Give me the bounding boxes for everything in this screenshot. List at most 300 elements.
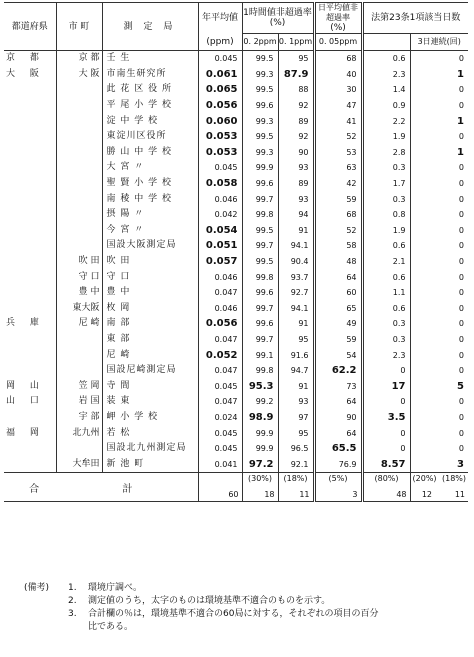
table-row xyxy=(4,160,468,176)
cell-law-days: 0.3 xyxy=(362,332,410,348)
cell-annual: 0.041 xyxy=(198,456,242,472)
cell-prefecture xyxy=(4,176,56,192)
total-label: 合 計 xyxy=(4,473,198,502)
cell-hourly-01: 90.4 xyxy=(278,254,314,270)
header-annual-unit: (ppm) xyxy=(198,34,242,51)
cell-hourly-01: 93 xyxy=(278,160,314,176)
cell-law-3day: 0 xyxy=(410,301,468,317)
cell-city xyxy=(56,207,102,223)
cell-station: 新 池 町 xyxy=(102,456,198,472)
cell-law-3day: 0 xyxy=(410,316,468,332)
cell-hourly-01: 94.1 xyxy=(278,238,314,254)
table-row xyxy=(4,425,468,441)
cell-daily-005: 41 xyxy=(314,113,362,129)
total-row xyxy=(4,473,468,502)
note-line-2: 2. 測定値のうち，太字のものは環境基準不適合のものを示す。 xyxy=(68,596,331,606)
cell-daily-005: 30 xyxy=(314,82,362,98)
note-line-3: 3. 合計欄の％は，環境基準不適合の60局に対する，それぞれの項目の百分 xyxy=(68,609,379,619)
cell-annual: 0.045 xyxy=(198,51,242,67)
cell-hourly-01: 94.1 xyxy=(278,301,314,317)
cell-hourly-02: 99.7 xyxy=(242,238,278,254)
cell-prefecture xyxy=(4,332,56,348)
cell-law-3day: 0 xyxy=(410,425,468,441)
cell-annual: 0.053 xyxy=(198,145,242,161)
header-hourly-label: 1時間値非超過率 xyxy=(243,8,312,18)
cell-law-days: 0.3 xyxy=(362,160,410,176)
cell-station: 壬 生 xyxy=(102,51,198,67)
cell-hourly-01: 92.7 xyxy=(278,285,314,301)
cell-prefecture: 福 岡 xyxy=(6,427,45,438)
cell-daily-005: 54 xyxy=(314,347,362,363)
cell-law-days: 0 xyxy=(362,441,410,457)
cell-hourly-02: 99.9 xyxy=(242,160,278,176)
cell-hourly-01: 91 xyxy=(278,316,314,332)
cell-annual: 0.024 xyxy=(198,410,242,426)
cell-daily-005: 59 xyxy=(314,332,362,348)
cell-daily-005: 63 xyxy=(314,160,362,176)
cell-law-days: 0.9 xyxy=(362,98,410,114)
cell-city xyxy=(56,238,102,254)
cell-law-3day: 1 xyxy=(410,67,468,83)
note-text: 環境庁調べ。 xyxy=(88,583,143,593)
cell-daily-005: 52 xyxy=(314,223,362,239)
total-h01-count: 11 xyxy=(299,490,310,500)
cell-daily-005: 76.9 xyxy=(314,456,362,472)
cell-hourly-01: 91.6 xyxy=(278,347,314,363)
cell-city: 京 都 xyxy=(56,51,102,67)
cell-law-3day: 0 xyxy=(410,410,468,426)
table-row xyxy=(4,394,468,410)
cell-hourly-01: 89 xyxy=(278,176,314,192)
cell-annual: 0.042 xyxy=(198,207,242,223)
cell-prefecture xyxy=(4,363,56,379)
cell-hourly-01: 94 xyxy=(278,207,314,223)
header-law-days xyxy=(362,34,410,51)
data-table-container xyxy=(4,2,468,502)
cell-prefecture xyxy=(4,269,56,285)
cell-city: 豊 中 xyxy=(56,285,102,301)
total-h01-pct: (18%) xyxy=(283,474,308,484)
cell-city: 大 阪 xyxy=(56,67,102,83)
cell-prefecture xyxy=(4,207,56,223)
cell-daily-005: 59 xyxy=(314,191,362,207)
cell-city: 北九州 xyxy=(56,425,102,441)
cell-station: 聖 賢 小 学 校 xyxy=(102,176,198,192)
cell-annual: 0.047 xyxy=(198,363,242,379)
total-d005 xyxy=(314,473,362,502)
cell-hourly-01: 93.7 xyxy=(278,269,314,285)
notes-section xyxy=(24,582,378,634)
cell-hourly-02: 99.5 xyxy=(242,254,278,270)
total-law xyxy=(362,473,410,502)
table-row xyxy=(4,269,468,285)
table-body xyxy=(4,51,468,473)
cell-city xyxy=(56,113,102,129)
cell-station: 国設大阪測定局 xyxy=(102,238,198,254)
cell-law-3day: 0 xyxy=(410,191,468,207)
cell-station: 今 宮 〃 xyxy=(102,223,198,239)
table-row xyxy=(4,301,468,317)
cell-prefecture xyxy=(4,238,56,254)
cell-station: 東淀川区役所 xyxy=(102,129,198,145)
cell-station: 国設北九州測定局 xyxy=(102,441,198,457)
cell-daily-005: 60 xyxy=(314,285,362,301)
total-d005-count: 3 xyxy=(352,490,358,500)
cell-hourly-01: 92 xyxy=(278,98,314,114)
cell-law-days: 0.6 xyxy=(362,269,410,285)
cell-daily-005: 68 xyxy=(314,51,362,67)
cell-hourly-01: 93 xyxy=(278,191,314,207)
cell-city xyxy=(56,82,102,98)
cell-law-3day: 0 xyxy=(410,51,468,67)
cell-daily-005: 64 xyxy=(314,425,362,441)
cell-hourly-02: 99.5 xyxy=(242,129,278,145)
cell-law-days: 0.6 xyxy=(362,301,410,317)
header-hourly-pct: (%) xyxy=(269,18,286,28)
table-row xyxy=(4,129,468,145)
cell-daily-005: 47 xyxy=(314,98,362,114)
table-row xyxy=(4,456,468,472)
table-row xyxy=(4,363,468,379)
cell-law-3day: 0 xyxy=(410,238,468,254)
header-hourly-02ppm: 0. 2ppm xyxy=(242,34,278,51)
cell-hourly-01: 87.9 xyxy=(278,67,314,83)
cell-prefecture xyxy=(4,223,56,239)
cell-city xyxy=(56,363,102,379)
cell-city xyxy=(56,191,102,207)
total-h02-count: 18 xyxy=(264,490,275,500)
cell-daily-005: 48 xyxy=(314,254,362,270)
cell-prefecture xyxy=(4,191,56,207)
cell-hourly-02: 99.7 xyxy=(242,191,278,207)
cell-hourly-02: 97.2 xyxy=(242,456,278,472)
table-row xyxy=(4,441,468,457)
cell-daily-005: 58 xyxy=(314,238,362,254)
cell-city xyxy=(56,347,102,363)
table-row xyxy=(4,82,468,98)
cell-hourly-01: 92 xyxy=(278,129,314,145)
cell-annual: 0.065 xyxy=(198,82,242,98)
cell-station: 東 部 xyxy=(102,332,198,348)
header-law-group: 法第23条1項該当日数 xyxy=(362,3,468,34)
cell-law-3day: 0 xyxy=(410,207,468,223)
cell-daily-005: 64 xyxy=(314,394,362,410)
cell-annual: 0.045 xyxy=(198,425,242,441)
cell-law-days: 8.57 xyxy=(362,456,410,472)
cell-daily-005: 73 xyxy=(314,378,362,394)
cell-daily-005: 53 xyxy=(314,145,362,161)
cell-annual: 0.046 xyxy=(198,269,242,285)
cell-hourly-02: 99.9 xyxy=(242,425,278,441)
cell-annual: 0.051 xyxy=(198,238,242,254)
cell-law-3day: 0 xyxy=(410,254,468,270)
cell-law-3day: 0 xyxy=(410,285,468,301)
cell-hourly-02: 99.7 xyxy=(242,332,278,348)
cell-station: 大 宮 〃 xyxy=(102,160,198,176)
cell-law-3day: 0 xyxy=(410,160,468,176)
cell-law-days: 0 xyxy=(362,425,410,441)
header-prefecture: 都道府県 xyxy=(4,3,56,51)
cell-annual: 0.047 xyxy=(198,332,242,348)
cell-law-days: 2.2 xyxy=(362,113,410,129)
cell-hourly-02: 99.8 xyxy=(242,363,278,379)
cell-hourly-02: 98.9 xyxy=(242,410,278,426)
cell-city xyxy=(56,332,102,348)
cell-station: 寺 間 xyxy=(102,378,198,394)
table-row xyxy=(4,113,468,129)
cell-annual: 0.046 xyxy=(198,301,242,317)
station-data-table xyxy=(4,2,468,502)
total-law3-pct: (20%) xyxy=(412,474,437,484)
cell-law-3day: 0 xyxy=(410,363,468,379)
cell-hourly-02: 99.6 xyxy=(242,316,278,332)
cell-prefecture xyxy=(4,456,56,472)
total-law3 xyxy=(410,473,468,502)
total-law-count: 48 xyxy=(396,490,407,500)
cell-hourly-01: 96.5 xyxy=(278,441,314,457)
table-row xyxy=(4,238,468,254)
cell-prefecture xyxy=(4,113,56,129)
cell-daily-005: 52 xyxy=(314,129,362,145)
cell-station: 平 尾 小 学 校 xyxy=(102,98,198,114)
cell-hourly-01: 89 xyxy=(278,113,314,129)
cell-city: 守 口 xyxy=(56,269,102,285)
cell-annual: 0.054 xyxy=(198,223,242,239)
cell-city xyxy=(56,129,102,145)
cell-hourly-01: 94.7 xyxy=(278,363,314,379)
cell-law-days: 1.9 xyxy=(362,129,410,145)
cell-hourly-01: 91 xyxy=(278,223,314,239)
cell-city: 宇 部 xyxy=(56,410,102,426)
cell-hourly-01: 92.1 xyxy=(278,456,314,472)
table-row xyxy=(4,176,468,192)
cell-prefecture xyxy=(4,82,56,98)
cell-annual: 0.053 xyxy=(198,129,242,145)
cell-station: 装 東 xyxy=(102,394,198,410)
cell-station: 岬 小 学 校 xyxy=(102,410,198,426)
header-hourly-01ppm: 0. 1ppm xyxy=(278,34,314,51)
cell-hourly-01: 88 xyxy=(278,82,314,98)
cell-law-days: 2.8 xyxy=(362,145,410,161)
cell-law-days: 0.8 xyxy=(362,207,410,223)
cell-station: 南 稜 中 学 校 xyxy=(102,191,198,207)
table-row xyxy=(4,98,468,114)
table-row xyxy=(4,223,468,239)
cell-annual: 0.056 xyxy=(198,316,242,332)
cell-prefecture: 兵 庫 xyxy=(6,318,45,329)
cell-prefecture: 大 阪 xyxy=(6,68,45,79)
total-h02 xyxy=(242,473,278,502)
cell-city xyxy=(56,441,102,457)
table-row xyxy=(4,316,468,332)
cell-law-3day: 0 xyxy=(410,176,468,192)
cell-annual: 0.060 xyxy=(198,113,242,129)
cell-law-3day: 0 xyxy=(410,347,468,363)
cell-city xyxy=(56,145,102,161)
header-city: 市 町 xyxy=(56,3,102,51)
cell-daily-005: 40 xyxy=(314,67,362,83)
cell-prefecture xyxy=(4,145,56,161)
cell-daily-005: 49 xyxy=(314,316,362,332)
cell-daily-005: 62.2 xyxy=(314,363,362,379)
cell-law-3day: 0 xyxy=(410,332,468,348)
total-law3b-pct: (18%) xyxy=(441,474,467,484)
total-law3-count: 12 xyxy=(421,490,433,500)
cell-law-days: 0 xyxy=(362,394,410,410)
cell-hourly-01: 95 xyxy=(278,425,314,441)
cell-daily-005: 65 xyxy=(314,301,362,317)
cell-hourly-01: 93 xyxy=(278,394,314,410)
cell-prefecture xyxy=(4,129,56,145)
table-row xyxy=(4,51,468,67)
cell-prefecture xyxy=(4,441,56,457)
cell-law-days: 2.3 xyxy=(362,347,410,363)
cell-annual: 0.045 xyxy=(198,378,242,394)
total-d005-pct: (5%) xyxy=(328,474,348,484)
cell-hourly-02: 99.2 xyxy=(242,394,278,410)
cell-station: 勝 山 中 学 校 xyxy=(102,145,198,161)
cell-prefecture xyxy=(4,410,56,426)
cell-daily-005: 42 xyxy=(314,176,362,192)
cell-station: 市南生研究所 xyxy=(102,67,198,83)
cell-prefecture xyxy=(4,285,56,301)
cell-city: 大牟田 xyxy=(56,456,102,472)
header-daily-label: 日平均値非超過率 xyxy=(318,3,359,22)
cell-station: 枚 岡 xyxy=(102,301,198,317)
total-law3b-count: 11 xyxy=(454,490,466,500)
cell-hourly-01: 90 xyxy=(278,145,314,161)
header-hourly-group xyxy=(242,3,314,34)
note-text: 比である。 xyxy=(88,622,134,632)
table-row xyxy=(4,145,468,161)
cell-annual: 0.046 xyxy=(198,191,242,207)
cell-law-3day: 0 xyxy=(410,82,468,98)
cell-station: 尼 崎 xyxy=(102,347,198,363)
cell-law-days: 0.6 xyxy=(362,238,410,254)
cell-prefecture: 山 口 xyxy=(6,396,45,407)
cell-hourly-01: 97 xyxy=(278,410,314,426)
header-daily-pct: (%) xyxy=(330,23,346,33)
cell-hourly-01: 95 xyxy=(278,51,314,67)
cell-hourly-02: 99.7 xyxy=(242,301,278,317)
note-line-4 xyxy=(24,621,378,634)
cell-city: 東大阪 xyxy=(56,301,102,317)
cell-annual: 0.045 xyxy=(198,441,242,457)
total-h01 xyxy=(278,473,314,502)
total-h02-pct: (30%) xyxy=(247,474,273,484)
cell-annual: 0.045 xyxy=(198,160,242,176)
note-text: 測定値のうち，太字のものは環境基準不適合のものを示す。 xyxy=(88,596,331,606)
header-daily-005ppm: 0. 05ppm xyxy=(314,34,362,51)
cell-daily-005: 65.5 xyxy=(314,441,362,457)
header-daily-group xyxy=(314,3,362,34)
table-row xyxy=(4,378,468,394)
cell-prefecture: 岡 山 xyxy=(6,380,45,391)
cell-station: 南 部 xyxy=(102,316,198,332)
cell-station: 吹 田 xyxy=(102,254,198,270)
cell-station: 豊 中 xyxy=(102,285,198,301)
cell-law-days: 17 xyxy=(362,378,410,394)
cell-city xyxy=(56,98,102,114)
table-row xyxy=(4,347,468,363)
cell-city xyxy=(56,223,102,239)
cell-law-3day: 5 xyxy=(410,378,468,394)
table-header xyxy=(4,3,468,51)
cell-law-days: 0 xyxy=(362,363,410,379)
cell-station: 若 松 xyxy=(102,425,198,441)
cell-station: 摂 陽 〃 xyxy=(102,207,198,223)
cell-hourly-02: 95.3 xyxy=(242,378,278,394)
cell-daily-005: 68 xyxy=(314,207,362,223)
cell-law-days: 1.7 xyxy=(362,176,410,192)
cell-hourly-01: 91 xyxy=(278,378,314,394)
cell-law-days: 1.4 xyxy=(362,82,410,98)
cell-hourly-02: 99.3 xyxy=(242,67,278,83)
cell-prefecture xyxy=(4,98,56,114)
total-annual xyxy=(198,473,242,502)
cell-station: 此 花 区 役 所 xyxy=(102,82,198,98)
cell-city: 吹 田 xyxy=(56,254,102,270)
cell-law-days: 2.3 xyxy=(362,67,410,83)
header-station: 測 定 局 xyxy=(102,3,198,51)
cell-law-3day: 0 xyxy=(410,269,468,285)
table-row xyxy=(4,285,468,301)
cell-hourly-02: 99.3 xyxy=(242,113,278,129)
cell-law-days: 0.6 xyxy=(362,51,410,67)
cell-prefecture xyxy=(4,254,56,270)
cell-hourly-02: 99.5 xyxy=(242,223,278,239)
cell-law-3day: 0 xyxy=(410,441,468,457)
cell-station: 守 口 xyxy=(102,269,198,285)
cell-annual: 0.061 xyxy=(198,67,242,83)
cell-law-days: 3.5 xyxy=(362,410,410,426)
cell-hourly-02: 99.8 xyxy=(242,269,278,285)
cell-city xyxy=(56,176,102,192)
cell-hourly-02: 99.5 xyxy=(242,51,278,67)
cell-daily-005: 90 xyxy=(314,410,362,426)
cell-prefecture xyxy=(4,160,56,176)
cell-hourly-02: 99.8 xyxy=(242,207,278,223)
cell-annual: 0.047 xyxy=(198,394,242,410)
table-row xyxy=(4,254,468,270)
cell-prefecture xyxy=(4,301,56,317)
table-row xyxy=(4,332,468,348)
cell-law-days: 0.3 xyxy=(362,316,410,332)
cell-hourly-01: 95 xyxy=(278,332,314,348)
cell-daily-005: 64 xyxy=(314,269,362,285)
cell-hourly-02: 99.6 xyxy=(242,98,278,114)
cell-hourly-02: 99.6 xyxy=(242,176,278,192)
table-row xyxy=(4,67,468,83)
cell-law-3day: 0 xyxy=(410,223,468,239)
cell-law-days: 0.3 xyxy=(362,191,410,207)
note-line-1: (備考) 1. 環境庁調べ。 xyxy=(24,583,143,593)
cell-law-3day: 1 xyxy=(410,145,468,161)
cell-city: 岩 国 xyxy=(56,394,102,410)
cell-annual: 0.057 xyxy=(198,254,242,270)
table-row xyxy=(4,191,468,207)
cell-law-3day: 1 xyxy=(410,113,468,129)
total-annual-count: 60 xyxy=(228,490,239,500)
cell-hourly-02: 99.1 xyxy=(242,347,278,363)
cell-prefecture: 京 都 xyxy=(6,53,45,64)
cell-annual: 0.047 xyxy=(198,285,242,301)
cell-hourly-02: 99.5 xyxy=(242,82,278,98)
cell-station: 淀 中 学 校 xyxy=(102,113,198,129)
cell-annual: 0.056 xyxy=(198,98,242,114)
cell-law-days: 1.9 xyxy=(362,223,410,239)
table-row xyxy=(4,207,468,223)
